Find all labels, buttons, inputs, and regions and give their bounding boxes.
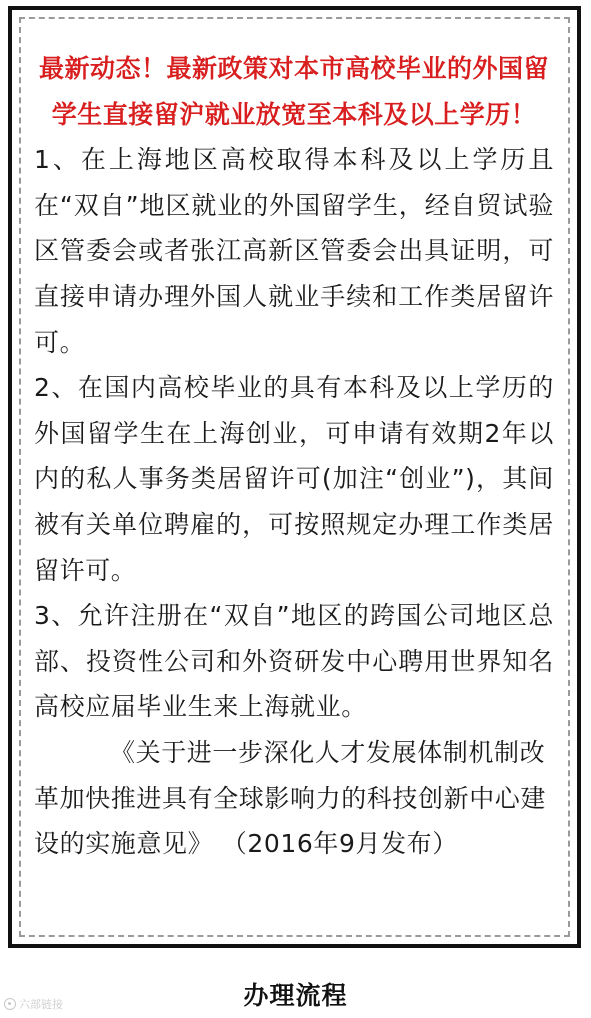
section-title: 办理流程 bbox=[243, 981, 348, 1010]
circle-logo-icon bbox=[4, 998, 16, 1010]
notice-headline: 最新动态！最新政策对本市高校毕业的外国留学生直接留沪就业放宽至本科及以上学历！ bbox=[38, 54, 549, 129]
watermark bbox=[4, 996, 63, 1012]
policy-item-3: 3、允许注册在“双自”地区的跨国公司地区总部、投资性公司和外资研发中心聘用世界知名高校应届毕业生来上海就业。 bbox=[34, 601, 554, 722]
policy-item-2: 2、在国内高校毕业的具有本科及以上学历的外国留学生在上海创业，可申请有效期2年以内的私人事务类居留许可(加注“创业”)，其间被有关单位聘雇的，可按照规定办理工作类居留许可。 bbox=[34, 373, 554, 585]
notice-frame bbox=[8, 6, 581, 948]
policy-citation: 《关于进一步深化人才发展体制机制改革加快推进具有全球影响力的科技创新中心建设的实施意见》 （2016年9月发布） bbox=[34, 737, 547, 859]
policy-item-1: 1、在上海地区高校取得本科及以上学历且在“双自”地区就业的外国留学生，经自贸试验区管委会或者张江高新区管委会出具证明，可直接申请办理外国人就业手续和工作类居留许可。 bbox=[34, 145, 554, 357]
notice-content bbox=[34, 46, 554, 867]
watermark-text: 六部链接 bbox=[19, 998, 63, 1011]
